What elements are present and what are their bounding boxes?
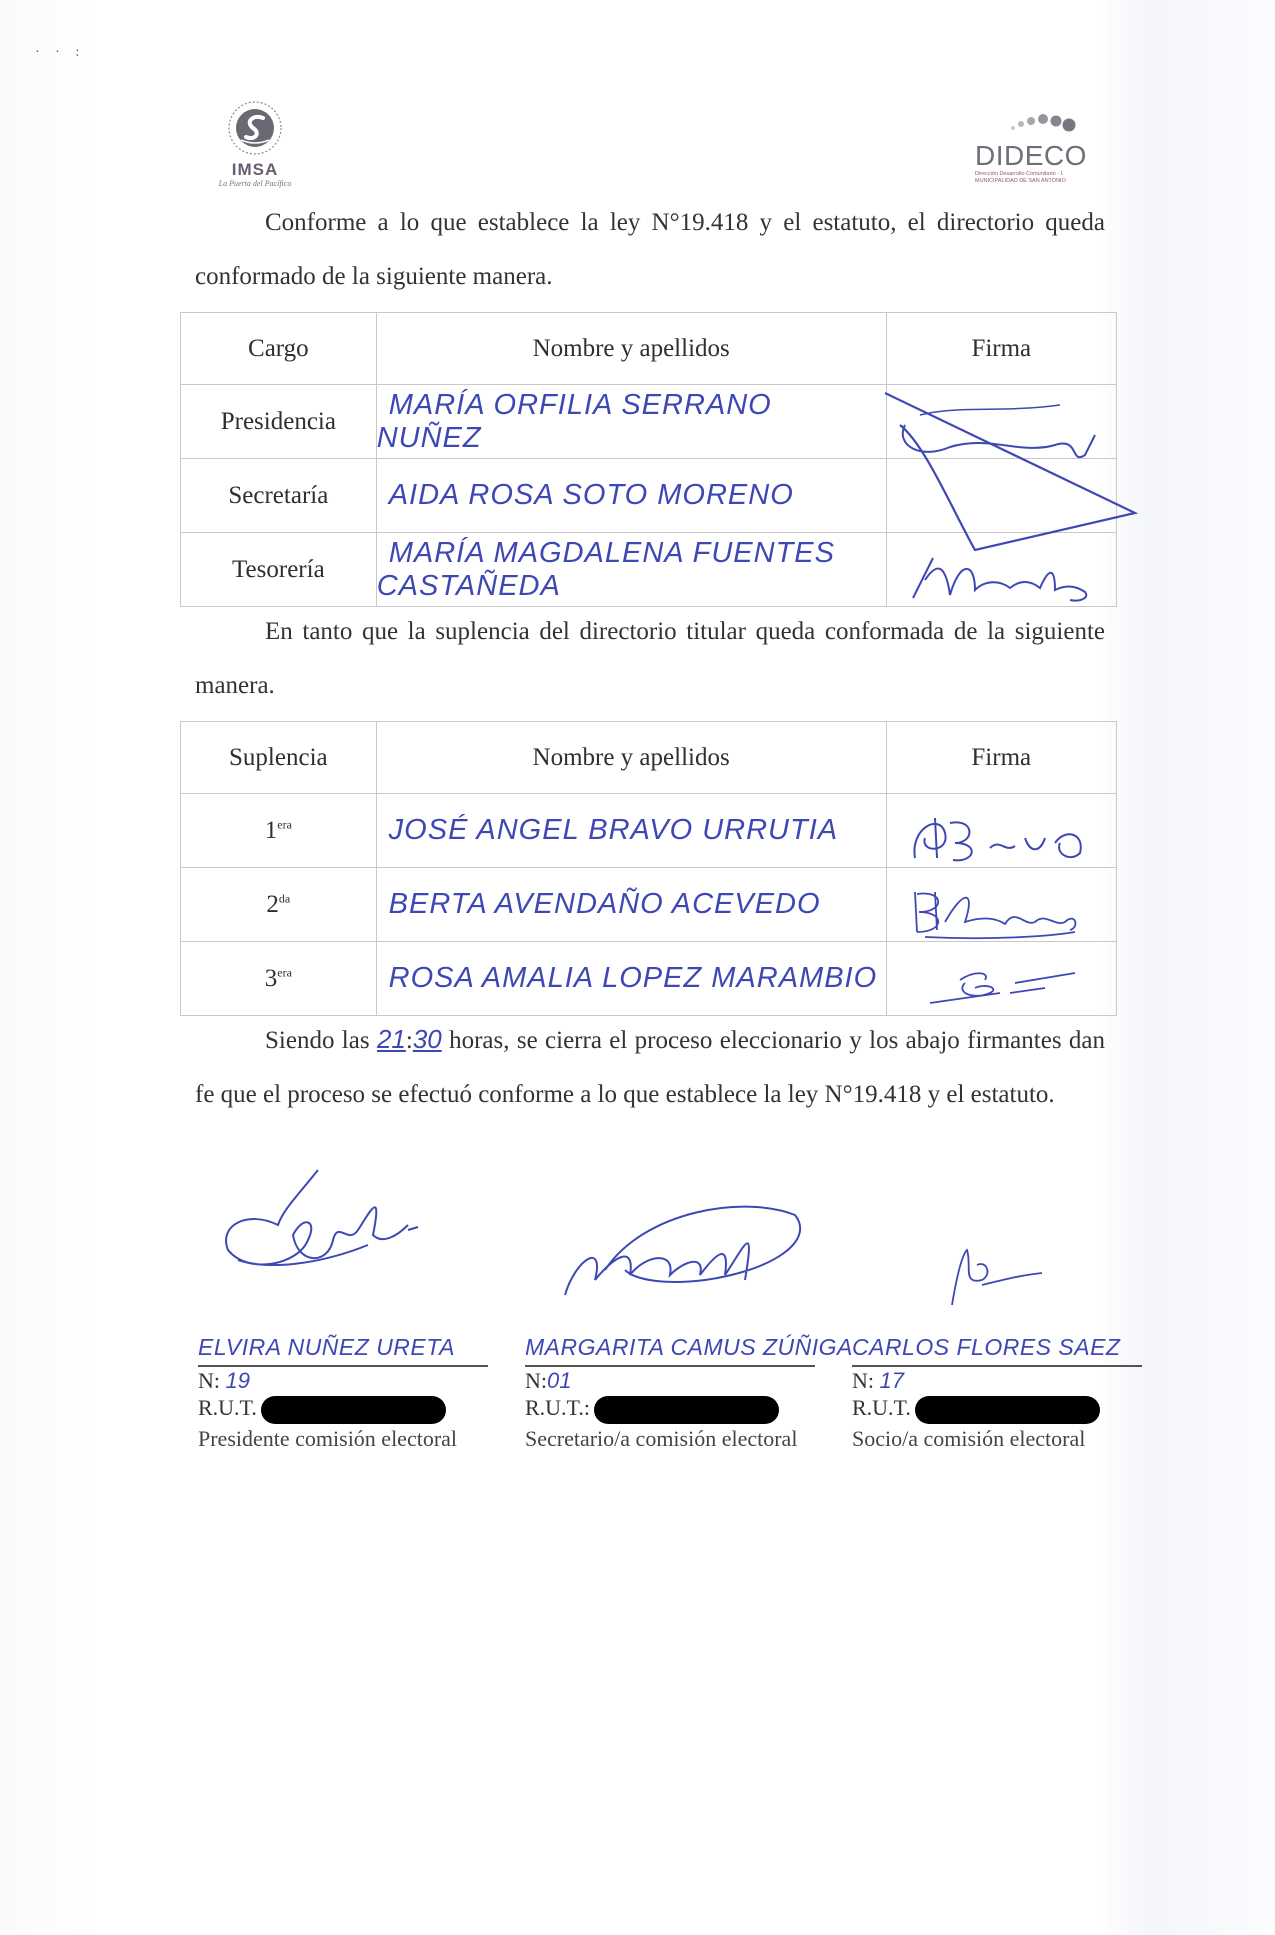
nombre-cell: MARÍA MAGDALENA FUENTES CASTAÑEDA — [376, 536, 835, 602]
suplencia-num: 3 — [264, 964, 278, 992]
header-firma: Firma — [886, 313, 1116, 385]
n-value: 19 — [225, 1368, 250, 1393]
suplencia-num: 2 — [266, 890, 279, 918]
signature-suplencia-1 — [905, 808, 1105, 868]
firmante-rut — [525, 1394, 815, 1424]
suplencia-suffix: era — [277, 965, 292, 980]
suplencia-num: 1 — [264, 816, 278, 844]
firmante-role: Secretario/a comisión electoral — [525, 1425, 798, 1451]
suplencia-suffix: da — [278, 891, 291, 906]
header-suplencia: Suplencia — [181, 722, 377, 794]
cargo-cell: Secretaría — [181, 459, 377, 533]
signature-presidente — [208, 1165, 438, 1310]
nombre-cell: BERTA AVENDAÑO ACEVEDO — [388, 888, 821, 920]
firmante-rut — [198, 1394, 488, 1424]
scan-speck: · · : — [35, 45, 86, 60]
dideco-subtitle: Dirección Desarrollo Comunitario · I. MUNICIPALIDAD DE SAN ANTONIO — [975, 171, 1066, 184]
nombre-cell: ROSA AMALIA LOPEZ MARAMBIO — [388, 962, 878, 994]
n-value: 01 — [547, 1368, 572, 1393]
dideco-logo — [975, 108, 1105, 188]
rut-label: R.U.T.: — [525, 1395, 590, 1420]
nombre-cell: JOSÉ ANGEL BRAVO URRUTIA — [388, 814, 839, 846]
firmante-n — [525, 1367, 815, 1394]
nombre-cell: AIDA ROSA SOTO MORENO — [388, 479, 794, 511]
firmante-role: Presidente comisión electoral — [198, 1425, 458, 1451]
n-value: 17 — [879, 1368, 904, 1393]
signature-suplencia-3 — [905, 958, 1105, 1008]
firmante-nombre: MARGARITA CAMUS ZÚÑIGA — [525, 1334, 853, 1360]
intro-paragraph — [195, 196, 1105, 304]
header-nombre: Nombre y apellidos — [376, 313, 886, 385]
firmante-role: Socio/a comisión electoral — [852, 1425, 1086, 1451]
signature-tesoreria — [905, 550, 1095, 605]
imsa-tagline: La Puerta del Pacífico — [218, 179, 292, 188]
imsa-emblem-icon — [227, 100, 283, 156]
header-cargo: Cargo — [181, 313, 377, 385]
imsa-name: IMSA — [231, 160, 279, 179]
table-header-row — [181, 313, 1117, 385]
closing-before: Siendo las — [265, 1027, 370, 1054]
closing-minute: 30 — [412, 1024, 442, 1054]
nombre-cell: MARÍA ORFILIA SERRANO NUÑEZ — [376, 388, 772, 454]
signature-socio — [912, 1245, 1092, 1315]
firmante-n — [198, 1367, 488, 1394]
dideco-dots-icon — [975, 108, 1105, 136]
suplencia-text: En tanto que la suplencia del directorio titular queda conformada de la siguiente manera. — [195, 618, 1105, 699]
cargo-cell: Tesorería — [181, 533, 377, 607]
redaction-bar — [594, 1396, 779, 1424]
redaction-bar — [261, 1396, 446, 1424]
intro-text: Conforme a lo que establece la ley N°19.418 y el estatuto, el directorio queda conformado de la siguiente manera. — [195, 209, 1105, 290]
closing-after: horas, se cierra el proceso eleccionario y los abajo firmantes dan fe que el proceso se efectuó conforme a lo que establece la ley N°19.418 y el estatuto. — [195, 1027, 1106, 1108]
table-header-row — [181, 722, 1117, 794]
rut-label: R.U.T. — [198, 1395, 257, 1420]
header-firma: Firma — [886, 722, 1116, 794]
cargo-cell: Presidencia — [181, 385, 377, 459]
firmante-nombre: ELVIRA NUÑEZ URETA — [198, 1334, 455, 1360]
header-nombre: Nombre y apellidos — [376, 722, 886, 794]
firmante-rut — [852, 1394, 1142, 1424]
closing-hour: 21 — [376, 1024, 406, 1054]
firmante-n — [852, 1367, 1142, 1394]
firmante-presidente — [198, 1300, 488, 1454]
firmante-socio — [852, 1300, 1142, 1454]
imsa-logo — [195, 100, 315, 200]
n-label: N: — [198, 1368, 220, 1393]
closing-paragraph: Siendo las 21:30 horas, se cierra el proceso eleccionario y los abajo firmantes dan fe que el proceso se efectuó conforme a lo que establece la ley N°19.418 y el estatuto. — [195, 1024, 1106, 1108]
signature-secretario — [545, 1200, 815, 1310]
redaction-bar — [915, 1396, 1100, 1424]
signature-presidencia — [880, 385, 1140, 555]
signature-suplencia-2 — [905, 882, 1105, 942]
firmante-secretario — [525, 1300, 853, 1454]
n-label: N: — [852, 1368, 874, 1393]
suplencia-suffix: era — [277, 817, 292, 832]
firmante-nombre: CARLOS FLORES SAEZ — [852, 1334, 1121, 1360]
suplencia-paragraph — [195, 605, 1105, 713]
dideco-name: DIDECO — [975, 140, 1087, 171]
rut-label: R.U.T. — [852, 1395, 911, 1420]
n-label: N: — [525, 1368, 547, 1393]
